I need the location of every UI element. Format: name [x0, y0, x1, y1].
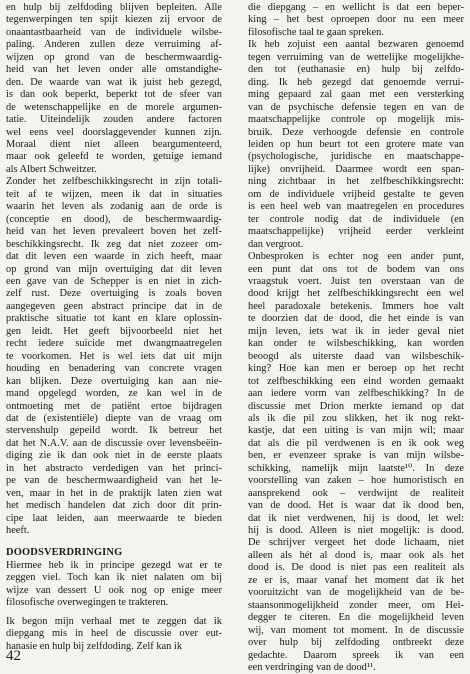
text-line: recht iedere suïcide met dwangmaatregelen: [6, 338, 222, 350]
text-line: dat als die pil verdwenen is en ik ook weg: [248, 437, 464, 449]
left-paragraph-2: [6, 176, 222, 537]
text-line: een verdringing van de dood¹¹.: [248, 662, 376, 674]
text-line: gedachte. Daarom spreek ik van een: [248, 649, 464, 661]
text-line: king? Hoe kan men er beroep op het recht: [248, 363, 464, 375]
text-line: de wetenschappelijke en de morele argumen-: [6, 101, 222, 113]
text-line: dood is. De dood is niet pas een realiteit als: [248, 562, 464, 574]
text-line: Zonder het zelfbeschikkingsrecht in zijn totali-: [6, 176, 222, 188]
text-line: wijzen op grond van de beschermwaardig-: [6, 51, 222, 63]
text-line: dat dit leven een waarde in zich heeft, maar: [6, 251, 222, 263]
text-line: gen leidt. Het geeft bijvoorbeeld niet het: [6, 325, 222, 337]
text-line: paling. Anderen zullen deze verruiming af-: [6, 39, 222, 51]
text-line: houding en benadering van concrete vragen: [6, 363, 222, 375]
text-line: diepgang mis in heel de discussie over eut-: [6, 628, 222, 640]
left-paragraph-1: [6, 2, 222, 176]
text-line: als Albert Schweitzer.: [6, 163, 97, 175]
text-line: tegenwerpingen ten spijt kiezen zij ervoor de: [6, 14, 222, 26]
text-line: en hulp bij zelfdoding blijven bepleiten. Alle: [6, 2, 222, 13]
text-line: waarin het leven als zodanig aan de orde is: [6, 201, 222, 213]
text-line: aan iedere vorm van zelfbeschikking? In de: [248, 388, 464, 400]
right-paragraph-1: [248, 2, 464, 39]
text-line: stervenshulp gepeild wordt. Ik betreur het: [6, 425, 222, 437]
text-line: Ik heb zojuist een aantal bezwaren genoemd: [248, 39, 464, 51]
text-line: beoogd als uiterste daad van wilsbeschik-: [248, 350, 464, 362]
text-line: ning zichtbaar in het zelfbeschikkingsrecht:: [248, 176, 464, 188]
text-line: ontmoeting met de patiënt ertoe bijdragen: [6, 400, 222, 412]
text-line: beschikkingsrecht. Ik zeg dat niet zozeer om-: [6, 238, 222, 250]
text-line: een gave van de Schepper is en niet in zich-: [6, 275, 222, 287]
text-line: leiden op hun beurt tot een grotere mate van: [248, 138, 464, 150]
text-line: cipe laat leiden, aan meerwaarde te bieden: [6, 512, 222, 524]
left-column: [6, 2, 222, 653]
text-line: maar ook geleefd te worden, getuige iemand: [6, 151, 222, 163]
text-line: als ik die pil zou slikken, het ik nog rekt-: [248, 412, 464, 424]
text-line: hanasie en hulp bij zelfdoding. Zelf kan ik: [6, 640, 183, 652]
text-line: heid van het leven onder alle omstandighe-: [6, 64, 222, 76]
text-line: staansonmogelijkheid zonder meer, om Hei-: [248, 599, 464, 611]
text-line: kan blijken. Deze overtuiging kan aan nie-: [6, 375, 222, 387]
text-line: bruik. Deze verhoogde defensie en controle: [248, 126, 464, 138]
text-line: Ik begon mijn verhaal met te zeggen dat ik: [6, 615, 222, 627]
right-paragraph-3: [248, 251, 464, 674]
text-line: aansprekend ook – verdwijnt de realiteit: [248, 487, 464, 499]
text-line: tatie. Uiteindelijk zouden andere factoren: [6, 114, 222, 126]
text-line: dood krijgt het zelfbeschikkingsrecht een wel: [248, 288, 464, 300]
text-line: lijke) onvrijheid. Daarmee wordt een span-: [248, 163, 464, 175]
text-line: vraagstuk voert. Juist ten overstaan van de: [248, 275, 464, 287]
text-line: mijn leven, iets wat ik in ieder geval niet: [248, 325, 464, 337]
text-line: diging zie ik dan ook niet in de eerste plaats: [6, 450, 222, 462]
text-line: zelf rust. Deze overtuiging is zoals boven: [6, 288, 222, 300]
text-line: den tot (euthanasie en) hulp bij zelfdo-: [248, 64, 464, 76]
right-paragraph-2: [248, 39, 464, 251]
text-line: praktische situatie tot kant en klare oplossin-: [6, 313, 222, 325]
text-line: den. De waarde van wat ik juist heb gezegd,: [6, 76, 222, 88]
text-line: filosofische taal te gaan spreken.: [248, 26, 384, 38]
text-line: aangegeven geen abstract principe dat in de: [6, 300, 222, 312]
text-line: Moraal dient niet alleen beargumenteerd,: [6, 138, 222, 150]
text-line: ding. Ik heb gezegd dat genoemde verrui-: [248, 76, 464, 88]
text-line: zeggen viel. Toch kan ik niet nalaten om bij: [6, 572, 222, 584]
text-line: kan onder te wilsbeschikking, kan worden: [248, 338, 464, 350]
text-line: heeft.: [6, 525, 30, 537]
text-line: De schrijver vergeet het dode lichaam, niet: [248, 537, 464, 549]
text-line: teit af te wijzen, meen ik dat in situaties: [6, 188, 222, 200]
section-heading: DOODSVERDRINGING: [6, 547, 123, 559]
text-line: een punt dat ons tot de bodem van ons: [248, 263, 464, 275]
text-line: hij is dood. Alleen is niet mogelijk: is dood.: [248, 525, 464, 537]
text-line: Hiermee heb ik in principe gezegd wat er te: [6, 559, 222, 571]
text-line: ben, er evenzeer sprake is van mijn wilsbe-: [248, 450, 464, 462]
text-line: op grond van mijn overtuiging dat dit leven: [6, 263, 222, 275]
text-line: over hulp bij zelfdoding ontbreekt deze: [248, 637, 464, 649]
page-number: 42: [6, 648, 21, 664]
text-line: mand opgelegd worden, ze kan wel in de: [6, 388, 222, 400]
text-line: wel eens veel doorslaggevender kunnen zijn.: [6, 126, 222, 138]
right-column: [248, 2, 464, 674]
left-paragraph-4: [6, 616, 222, 653]
text-line: om de individuele vrijheid gestalte te geven: [248, 188, 464, 200]
left-paragraph-3: [6, 560, 222, 610]
text-line: heel paradoxale betekenis. Immers hoe valt: [248, 300, 464, 312]
text-line: is een heel web van maatregelen en procedures: [248, 201, 464, 213]
text-line: van de psychische defensie tegen en van de: [248, 101, 464, 113]
text-line: ming gepaard zal gaan met een versterking: [248, 89, 464, 101]
text-line: vooruitzicht van de mogelijkheid van de be-: [248, 587, 464, 599]
text-line: te voorkomen. Het is wel iets dat uit mijn: [6, 350, 222, 362]
text-line: tot zelfbeschikking een eind worden gemaakt: [248, 375, 464, 387]
text-line: tegen verruiming van de wettelijke mogelijkhe-: [248, 51, 464, 63]
text-line: maatschappelijke) vrijheid eerder verkleint: [248, 226, 464, 238]
text-line: dat het N.A.V. aan de discussie over levensbeëin-: [6, 437, 222, 449]
text-line: te doorzien dat de dood, die het einde is van: [248, 313, 464, 325]
text-line: wijze van dessert U ook nog op enige meer: [6, 584, 222, 596]
text-line: dat ik niet verdwenen, hij is dood, let wel:: [248, 512, 464, 524]
text-line: (psychologische, juridische en maatschappe-: [248, 151, 464, 163]
text-line: Onbesproken is echter nog een ander punt,: [248, 251, 464, 263]
text-line: filosofische overwegingen te trakteren.: [6, 597, 169, 609]
text-line: van de dood. Het is waar dat ik dood ben,: [248, 500, 464, 512]
text-line: heid van het leven prevaleert boven het zelf-: [6, 226, 222, 238]
text-line: in het abstracto verdedigen van het princi-: [6, 462, 222, 474]
text-line: maatschappelijke controle op mogelijk mis-: [248, 114, 464, 126]
text-line: dat de (existentiële) diepte van de vraag om: [6, 412, 222, 424]
text-line: dan vergroot.: [248, 238, 304, 250]
text-line: degger te citeren. En die mogelijkheid leven: [248, 612, 464, 624]
text-line: discussie met Drion merkte iemand op dat: [248, 400, 464, 412]
text-line: schikking, namelijk mijn laatste¹⁰. In deze: [248, 462, 464, 474]
text-line: (conceptie en dood), de beschermwaardig-: [6, 213, 222, 225]
text-line: kastje, dat een uiting is van mijn wil; maar: [248, 425, 464, 437]
text-line: is dan ook beperkt, beperkt tot de sfeer van: [6, 89, 222, 101]
text-line: ven, maar in het in de praktijk laten zien wat: [6, 487, 222, 499]
text-line: pe van de beschermwaardigheid van het le-: [6, 475, 222, 487]
text-line: king – het best oproepen door nu een meer: [248, 14, 464, 26]
text-line: ter controle nodig dat de individuele (en: [248, 213, 464, 225]
text-line: voorstelling van zaken – hoe humoristisch en: [248, 475, 464, 487]
text-line: het medisch handelen dat zich door dit prin-: [6, 500, 222, 512]
text-line: onaantastbaarheid van de individuele wilsbe-: [6, 26, 222, 38]
text-line: die diepgang – en wellicht is dat een beper-: [248, 2, 464, 13]
text-line: ze er is, maar vanaf het moment dat ik het: [248, 574, 464, 586]
text-line: alleen als hét al dood is, maar ook als het: [248, 549, 464, 561]
text-line: wij, van moment tot moment. In de discussie: [248, 624, 464, 636]
